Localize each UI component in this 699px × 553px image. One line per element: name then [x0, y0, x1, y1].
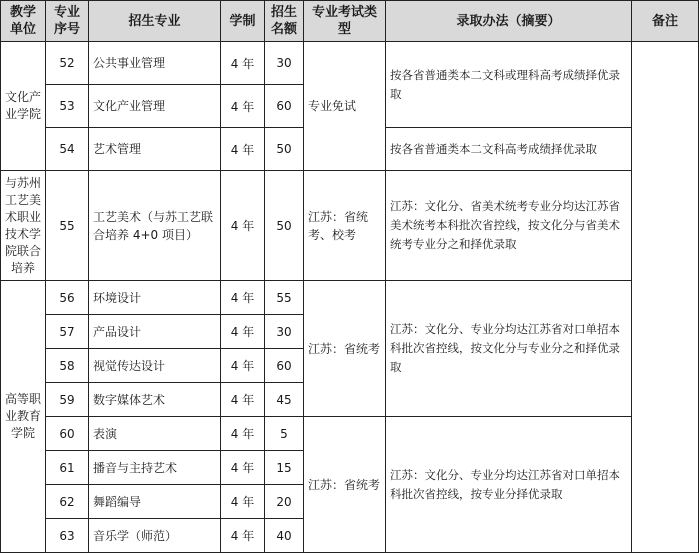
method-cell: 按各省普通类本二文科或理科高考成绩择优录取 [386, 42, 632, 128]
code-cell: 61 [46, 451, 89, 485]
exam-type-cell: 江苏：省统考 [304, 281, 386, 417]
code-cell: 58 [46, 349, 89, 383]
method-cell: 江苏：文化分、专业分均达江苏省对口单招本科批次省控线，按专业分择优录取 [386, 417, 632, 553]
quota-cell: 30 [265, 315, 304, 349]
quota-cell: 30 [265, 42, 304, 85]
quota-cell: 5 [265, 417, 304, 451]
major-cell: 视觉传达设计 [89, 349, 221, 383]
duration-cell: 4 年 [221, 128, 265, 171]
unit-cell: 高等职业教育学院 [1, 281, 46, 553]
duration-cell: 4 年 [221, 349, 265, 383]
quota-cell: 50 [265, 171, 304, 281]
header-method: 录取办法（摘要） [386, 1, 632, 42]
duration-cell: 4 年 [221, 281, 265, 315]
quota-cell: 50 [265, 128, 304, 171]
unit-cell: 与苏州工艺美术职业技术学院联合培养 [1, 171, 46, 281]
exam-type-cell: 专业免试 [304, 42, 386, 171]
major-cell: 公共事业管理 [89, 42, 221, 85]
quota-cell: 60 [265, 85, 304, 128]
code-cell: 52 [46, 42, 89, 85]
header-row [1, 1, 699, 42]
method-cell: 按各省普通类本二文科高考成绩择优录取 [386, 128, 632, 171]
major-cell: 表演 [89, 417, 221, 451]
major-cell: 播音与主持艺术 [89, 451, 221, 485]
major-cell: 产品设计 [89, 315, 221, 349]
major-cell: 音乐学（师范） [89, 519, 221, 553]
method-cell: 江苏：文化分、省美术统考专业分均达江苏省美术统考本科批次省控线，按文化分与省美术统考专业分之和择优录取 [386, 171, 632, 281]
duration-cell: 4 年 [221, 451, 265, 485]
table-row [1, 417, 699, 451]
method-cell: 江苏：文化分、专业分均达江苏省对口单招本科批次省控线，按文化分与专业分之和择优录取 [386, 281, 632, 417]
exam-type-cell: 江苏：省统考 [304, 417, 386, 553]
duration-cell: 4 年 [221, 85, 265, 128]
code-cell: 54 [46, 128, 89, 171]
header-quota: 招生名额 [265, 1, 304, 42]
duration-cell: 4 年 [221, 485, 265, 519]
major-cell: 舞蹈编导 [89, 485, 221, 519]
duration-cell: 4 年 [221, 42, 265, 85]
duration-cell: 4 年 [221, 417, 265, 451]
remark-cell [632, 42, 699, 553]
quota-cell: 40 [265, 519, 304, 553]
major-cell: 数字媒体艺术 [89, 383, 221, 417]
code-cell: 63 [46, 519, 89, 553]
unit-cell: 文化产业学院 [1, 42, 46, 171]
duration-cell: 4 年 [221, 315, 265, 349]
code-cell: 57 [46, 315, 89, 349]
table-row [1, 171, 699, 281]
header-exam-type: 专业考试类型 [304, 1, 386, 42]
table-row [1, 281, 699, 315]
quota-cell: 15 [265, 451, 304, 485]
quota-cell: 60 [265, 349, 304, 383]
code-cell: 59 [46, 383, 89, 417]
header-unit: 教学单位 [1, 1, 46, 42]
code-cell: 62 [46, 485, 89, 519]
quota-cell: 55 [265, 281, 304, 315]
header-remark: 备注 [632, 1, 699, 42]
exam-type-cell: 江苏：省统考、校考 [304, 171, 386, 281]
header-duration: 学制 [221, 1, 265, 42]
code-cell: 60 [46, 417, 89, 451]
code-cell: 55 [46, 171, 89, 281]
duration-cell: 4 年 [221, 171, 265, 281]
quota-cell: 20 [265, 485, 304, 519]
code-cell: 53 [46, 85, 89, 128]
table-row [1, 42, 699, 85]
duration-cell: 4 年 [221, 383, 265, 417]
major-cell: 艺术管理 [89, 128, 221, 171]
header-code: 专业序号 [46, 1, 89, 42]
duration-cell: 4 年 [221, 519, 265, 553]
header-major: 招生专业 [89, 1, 221, 42]
code-cell: 56 [46, 281, 89, 315]
major-cell: 环境设计 [89, 281, 221, 315]
quota-cell: 45 [265, 383, 304, 417]
major-cell: 文化产业管理 [89, 85, 221, 128]
major-cell: 工艺美术（与苏工艺联合培养 4+0 项目） [89, 171, 221, 281]
